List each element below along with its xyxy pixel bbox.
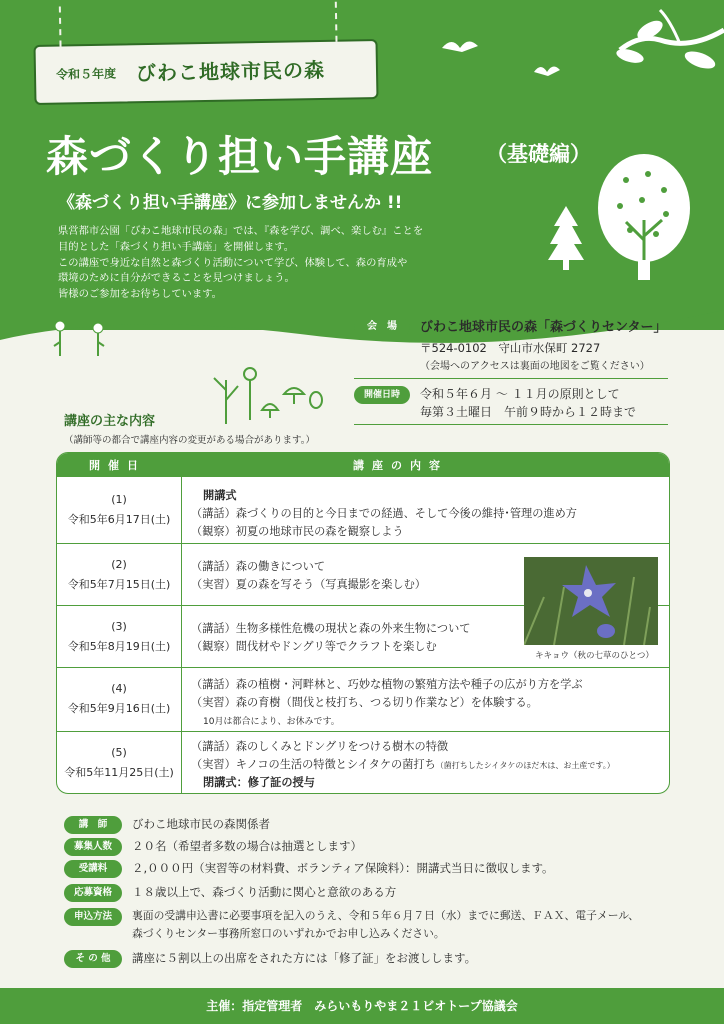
bird-icon	[440, 34, 480, 58]
info-tag-other: そ の 他	[64, 950, 122, 968]
intro-line: 目的とした「森づくり担い手講座」を開催します。	[58, 240, 295, 253]
flower-icon	[46, 316, 126, 356]
fee-text: ２,０００円（実習等の材料費、ボランティア保険料）：開講式当日に徴収します。	[132, 861, 554, 875]
content-text: （実習）キノコの生活の特徴とシイタケの菌打ち	[191, 758, 436, 771]
bird-icon	[532, 60, 562, 80]
photo-caption: キキョウ（秋の七草のひとつ）	[535, 651, 654, 661]
page-title-suffix: （基礎編）	[486, 142, 591, 166]
schedule-line: 毎第３土曜日 午前９時から１２時まで	[420, 405, 637, 419]
branch-illustration	[600, 0, 724, 110]
content-line: （講話）森の植樹・河畔林と、巧妙な植物の繁殖方法や種子の広がり方を学ぶ	[191, 678, 583, 691]
hero-banner	[0, 0, 724, 330]
content-line: （観察）初夏の地球市民の森を観察しよう	[191, 525, 404, 538]
other-text: 講座に５割以上の出席をされた方には「修了証」をお渡しします。	[132, 951, 477, 965]
session-date: 令和5年11月25日(土)	[64, 766, 174, 779]
header-content: 講座の内容	[353, 459, 448, 472]
organizer-text: 主催：指定管理者 みらいもりやま２１ビオトープ協議会	[206, 999, 518, 1013]
content-line	[191, 756, 615, 772]
info-tag-eligibility: 応募資格	[64, 884, 122, 902]
content-line: （講話）生物多様性危機の現状と森の外来生物について	[191, 622, 471, 635]
course-table	[56, 452, 670, 794]
park-name-sign	[34, 39, 379, 105]
content-line: （実習）夏の森を写そう（写真撮影を楽しむ）	[191, 578, 426, 591]
souvenir-note: （菌打ちしたシイタケのほだ木は、お土産です。）	[435, 761, 615, 770]
invitation-heading: 《森づくり担い手講座》に参加しませんか !!	[58, 193, 403, 213]
intro-line: 県営都市公園「びわこ地球市民の森」では、『森を学び、調べ、楽しむ』ことを	[58, 225, 424, 237]
schedule-tag: 開催日時	[354, 386, 410, 404]
content-line: （実習）森の育樹（間伐と枝打ち、つる切り作業など）を体験する。	[191, 696, 538, 709]
mushroom-plant-illustration	[206, 360, 336, 424]
capacity-text: ２０名（希望者多数の場合は抽選とします）	[132, 839, 362, 853]
divider	[354, 378, 668, 379]
eligibility-text: １８歳以上で、森づくり活動に関心と意欲のある方	[132, 885, 397, 899]
table-row	[57, 477, 669, 543]
holiday-note: 10月は都合により、お休みです。	[203, 717, 340, 727]
table-header	[57, 453, 669, 477]
header-date: 開催日	[89, 459, 146, 472]
session-number: (5)	[111, 746, 127, 759]
session-number: (1)	[111, 493, 127, 506]
session-number: (4)	[111, 682, 127, 695]
table-row	[57, 731, 669, 794]
content-line: 開講式	[203, 489, 237, 502]
session-date: 令和5年6月17日(土)	[67, 513, 171, 526]
session-date: 令和5年8月19日(土)	[67, 640, 171, 653]
application-text: 裏面の受講申込書に必要事項を記入のうえ、令和５年６月７日（水）までに郵送、ＦＡＸ、電子メール、	[132, 909, 640, 922]
venue-address: 〒524-0102 守山市水保町 2727	[420, 341, 601, 355]
application-text: 森づくりセンター事務所窓口のいずれかでお申し込みください。	[132, 927, 445, 940]
intro-line: 皆様のご参加をお待ちしています。	[58, 288, 222, 301]
info-tag-fee: 受講料	[64, 860, 122, 878]
info-tag-application: 申込方法	[64, 908, 122, 926]
session-date: 令和5年9月16日(土)	[67, 702, 171, 715]
park-name: びわこ地球市民の森	[135, 57, 326, 86]
info-tag-lecturer: 講 師	[64, 816, 122, 834]
footer	[0, 988, 724, 1024]
info-tag-capacity: 募集人数	[64, 838, 122, 856]
venue-note: （会場へのアクセスは裏面の地図をご覧ください）	[420, 361, 650, 372]
bellflower-photo	[524, 557, 658, 645]
year-label: 令和５年度	[55, 66, 117, 82]
page-title: 森づくり担い手講座	[46, 132, 434, 181]
intro-line: この講座で身近な自然と森づくり活動について学び、体験して、森の育成や	[58, 256, 408, 269]
intro-text	[58, 224, 488, 303]
section-note: （講師等の都合で講座内容の変更がある場合があります。）	[64, 435, 315, 446]
schedule-line: 令和５年６月 ～ １１月の原則として	[420, 387, 620, 401]
table-row	[57, 667, 669, 732]
intro-line: 環境のために自分ができることを見つけましょう。	[58, 272, 295, 285]
session-date: 令和5年7月15日(土)	[67, 578, 171, 591]
content-line: （講話）森づくりの目的と今日までの経過、そして今後の維持･管理の進め方	[191, 507, 577, 520]
lecturer-text: びわこ地球市民の森関係者	[132, 817, 270, 831]
session-number: (3)	[111, 620, 127, 633]
content-line: （講話）森の働きについて	[191, 560, 326, 573]
venue-tag: 会 場	[354, 318, 410, 336]
venue-name: びわこ地球市民の森「森づくりセンター」	[420, 320, 667, 335]
tree-icon	[586, 150, 696, 280]
pine-tree-icon	[548, 206, 584, 270]
divider	[354, 424, 668, 425]
session-number: (2)	[111, 558, 127, 571]
content-line: （講話）森のしくみとドングリをつける樹木の特徴	[191, 740, 449, 753]
content-line: （観察）間伐材やドングリ等でクラフトを楽しむ	[191, 640, 437, 653]
content-line: 閉講式：修了証の授与	[203, 776, 315, 789]
section-title: 講座の主な内容	[64, 414, 156, 429]
